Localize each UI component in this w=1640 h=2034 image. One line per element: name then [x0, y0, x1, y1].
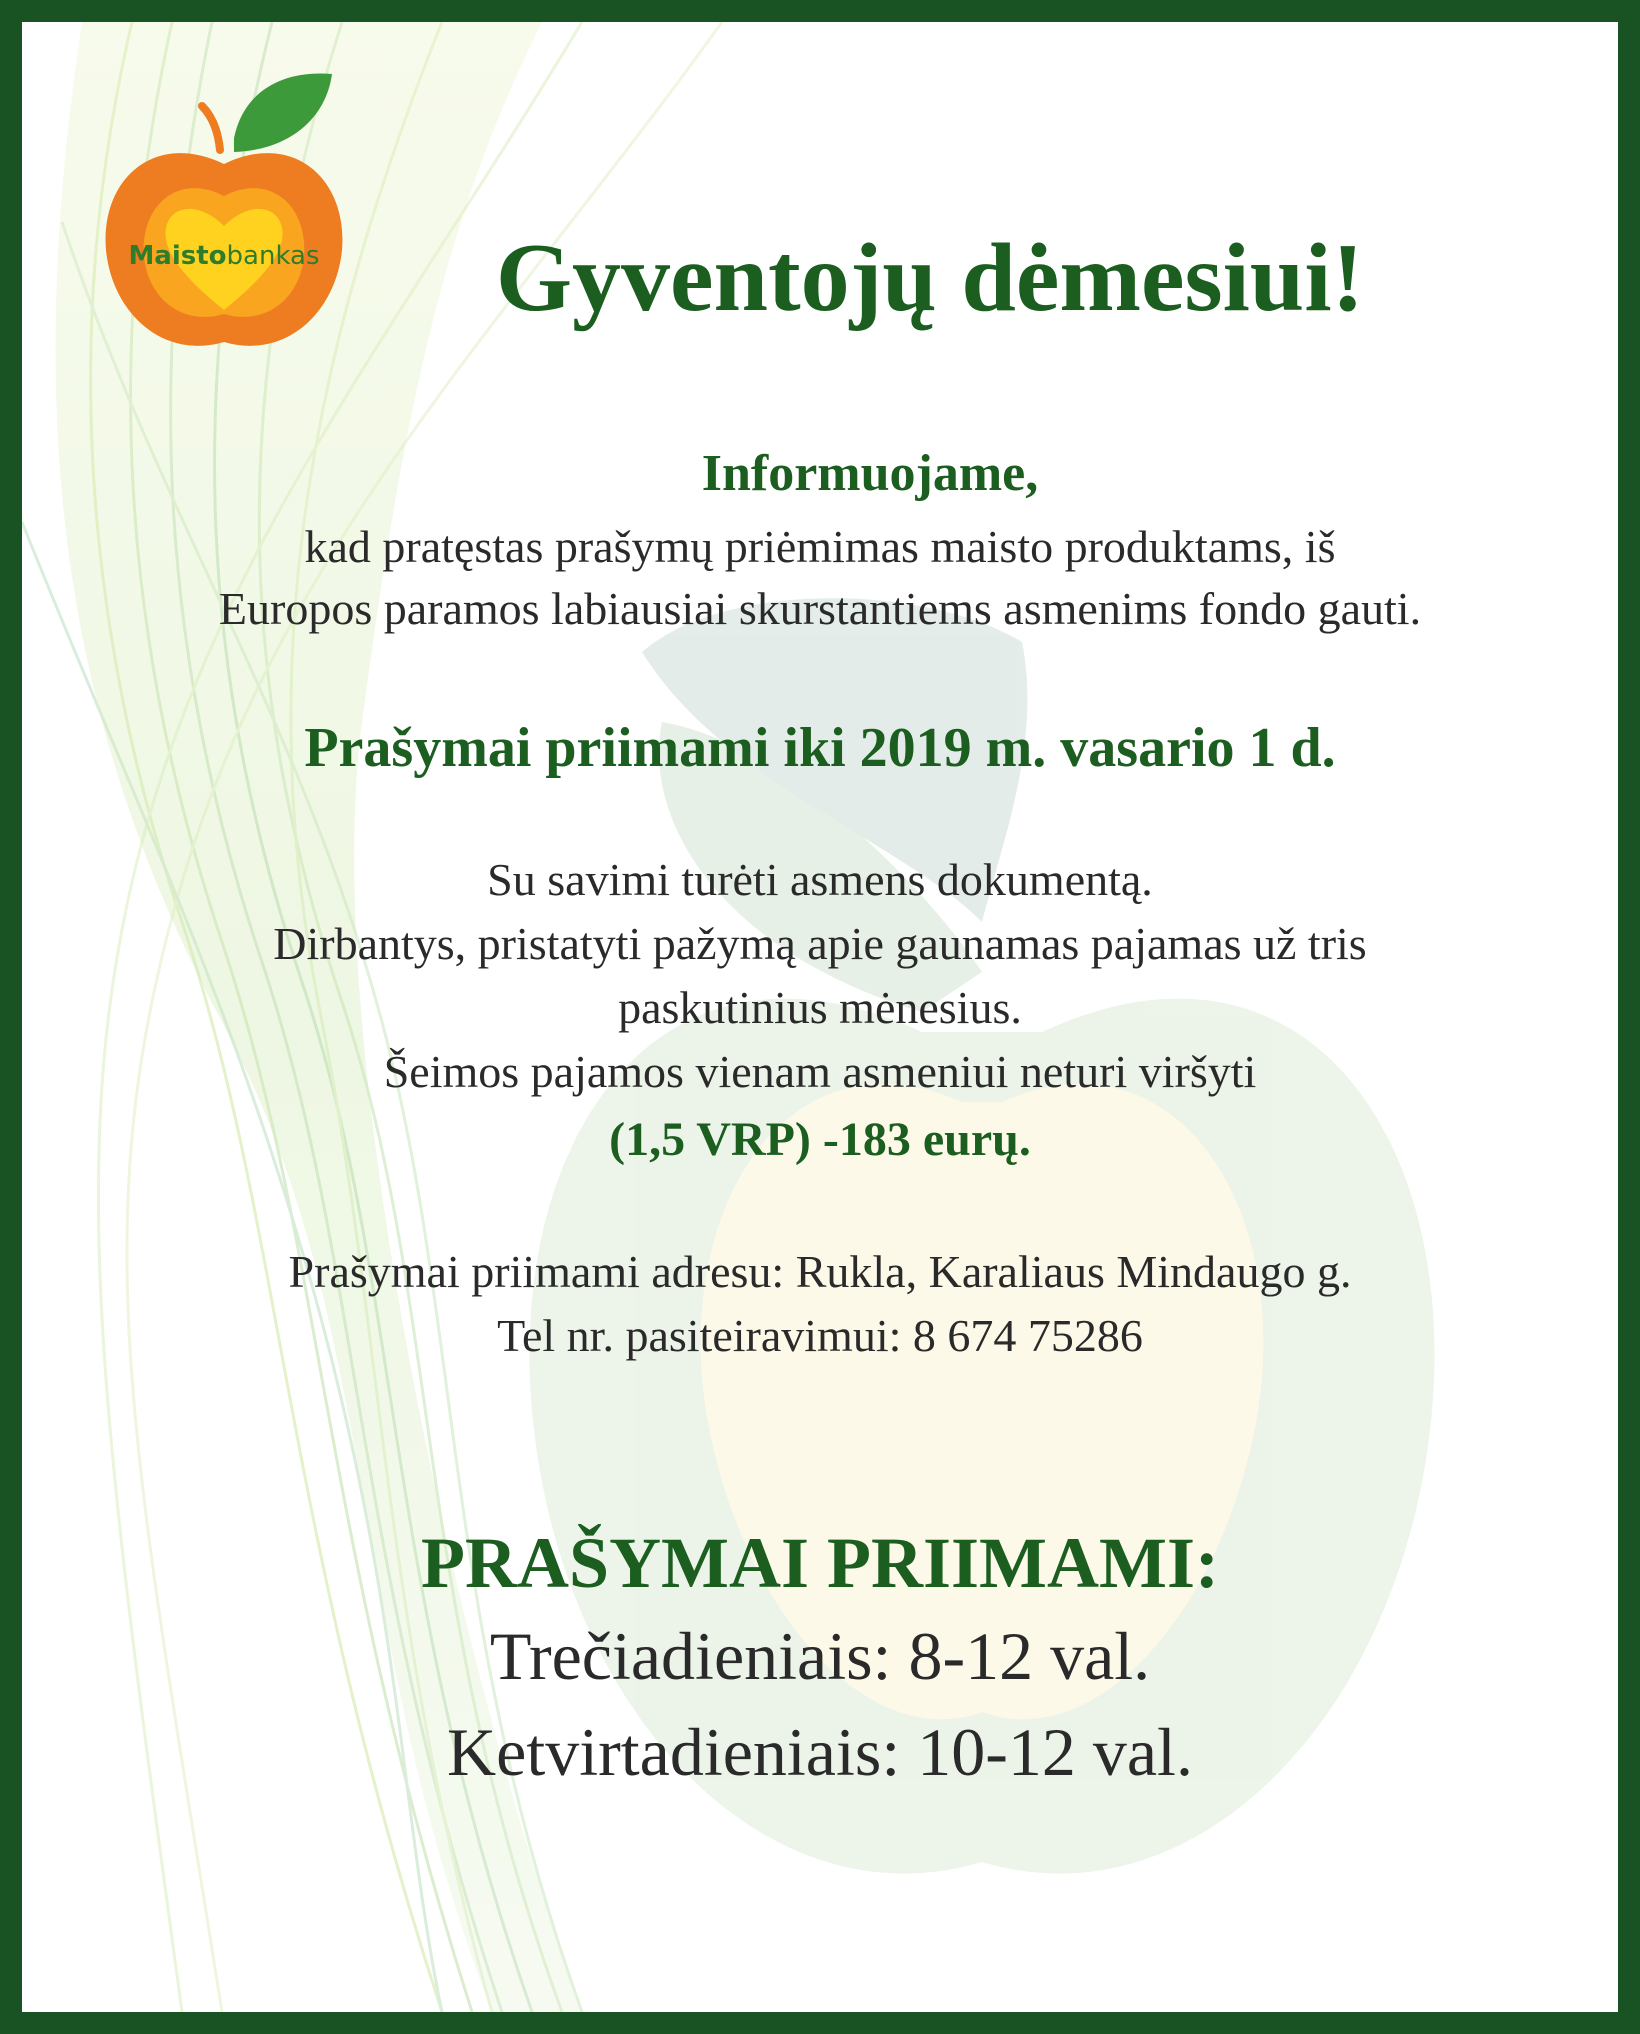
poster-title: Gyventojų dėmesiui!: [495, 224, 1365, 332]
deadline-text: Prašymai priimami iki 2019 m. vasario 1 d.: [304, 717, 1336, 779]
address-text: Prašymai priimami adresu: Rukla, Karaliaus Mindaugo g.: [288, 1246, 1352, 1297]
intro-line: Europos paramos labiausiai skurstantiems asmenims fondo gauti.: [218, 583, 1422, 634]
income-limit-text: (1,5 VRP) -183 eurų.: [609, 1113, 1031, 1166]
apple-leaf-icon: [234, 74, 332, 152]
apple-stem-icon: [202, 106, 220, 150]
logo-text-light: bankas: [226, 241, 320, 271]
phone-text: Tel nr. pasiteiravimui: 8 674 75286: [497, 1310, 1143, 1361]
opening-hours: [132, 1608, 1508, 1800]
requirements-text: [22, 848, 1618, 1104]
contact-info: [22, 1240, 1618, 1368]
intro-line: kad pratęstas prašymų priėmimas maisto produktams, iš: [304, 521, 1336, 572]
requirement-line: Su savimi turėti asmens dokumentą.: [487, 854, 1153, 905]
hours-line-wednesday: Trečiadieniais: 8-12 val.: [489, 1618, 1151, 1694]
intro-heading: Informuojame,: [701, 445, 1039, 502]
hours-line-thursday: Ketvirtadieniais: 10-12 val.: [447, 1714, 1193, 1790]
intro-text: [22, 516, 1618, 640]
requirement-line: paskutinius mėnesius.: [618, 982, 1022, 1033]
requirement-line: Dirbantys, pristatyti pažymą apie gaunamas pajamas už tris: [273, 918, 1367, 969]
logo-text-bold: Maisto: [128, 241, 227, 271]
hours-heading: PRAŠYMAI PRIIMAMI:: [421, 1523, 1219, 1603]
requirement-line: Šeimos pajamos vienam asmeniui neturi viršyti: [383, 1046, 1257, 1097]
